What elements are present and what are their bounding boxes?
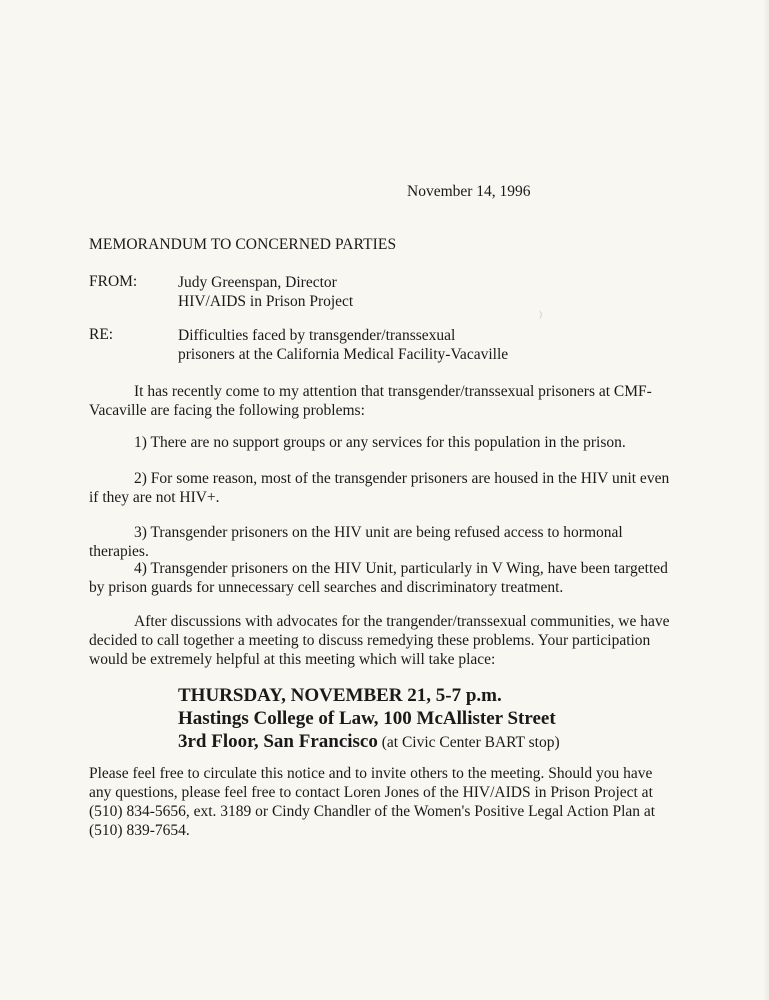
page-edge-shadow [763, 0, 769, 1000]
meeting-details [178, 684, 560, 754]
meeting-paragraph: After discussions with advocates for the trangender/transsexual communities, we have decided to call together a meeting to discuss remedying these problems. Your participation would be extremely helpful at this meeting which will take place: [89, 613, 670, 668]
problem-2: 2) For some reason, most of the transgender prisoners are housed in the HIV unit even if they are not HIV+. [89, 470, 670, 506]
problem-3: 3) Transgender prisoners on the HIV unit are being refused access to hormonal therapies. [89, 524, 623, 560]
meeting-location: Hastings College of Law, 100 McAllister Street [178, 708, 556, 729]
meeting-floor: 3rd Floor, San Francisco [178, 731, 378, 752]
meeting-floor-line [178, 730, 560, 754]
meeting-date-time: THURSDAY, NOVEMBER 21, 5-7 p.m. [178, 685, 502, 706]
re-field [178, 326, 508, 364]
meeting-transit-note: (at Civic Center BART stop) [377, 734, 560, 751]
from-organization: HIV/AIDS in Prison Project [178, 293, 354, 310]
re-label: RE: [89, 326, 114, 343]
memo-title: MEMORANDUM TO CONCERNED PARTIES [89, 236, 397, 253]
from-label: FROM: [89, 273, 138, 290]
problem-1: 1) There are no support groups or any services for this population in the prison. [134, 434, 626, 451]
from-name: Judy Greenspan, Director [178, 274, 337, 291]
from-field [178, 273, 353, 311]
paper-speck: ) [539, 309, 542, 319]
memo-date: November 14, 1996 [407, 183, 531, 200]
re-line-1: Difficulties faced by transgender/transsexual [178, 327, 456, 344]
intro-paragraph: It has recently come to my attention that transgender/transsexual prisoners at CMF-Vacaville are facing the following problems: [89, 383, 652, 419]
problem-4: 4) Transgender prisoners on the HIV Unit, particularly in V Wing, have been targetted by prison guards for unnecessary cell searches and discriminatory treatment. [89, 560, 668, 596]
closing-paragraph: Please feel free to circulate this notice and to invite others to the meeting. Should you have any questions, please feel free to contact Loren Jones of the HIV/AIDS in Prison Project at (510) 834-5656, ext. 3189 or Cindy Chandler of the Women's Positive Legal Action Plan at (510) 839-7654. [89, 765, 656, 839]
re-line-2: prisoners at the California Medical Facility-Vacaville [178, 346, 509, 363]
